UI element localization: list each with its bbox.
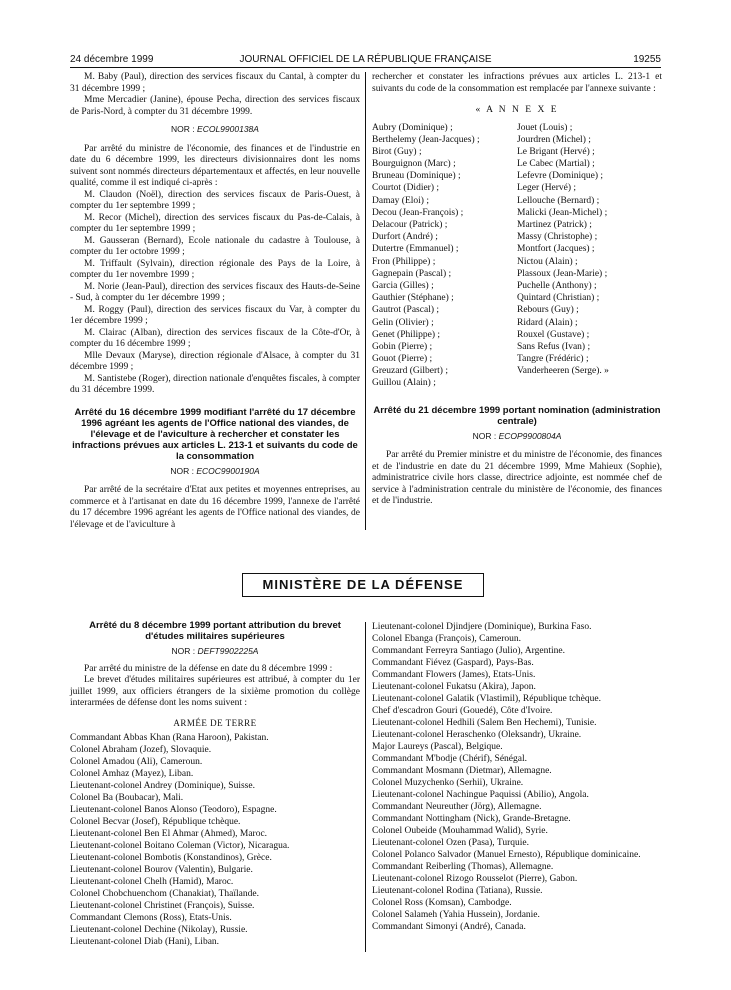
appointment-entry: M. Norie (Jean-Paul), direction des services fiscaux des Hauts-de-Seine - Sud, à compter du 1er décembre 1999 ; (70, 281, 360, 303)
agent-name: Gelin (Olivier) ; (372, 317, 434, 328)
officer-entry: Colonel Chobchuenchom (Chanakiat), Thaïlande. (70, 889, 259, 899)
officer-entry: Commandant Nottingham (Nick), Grande-Bretagne. (372, 814, 571, 824)
agent-name: Garcia (Gilles) ; (372, 280, 434, 291)
agent-name: Quintard (Christian) ; (517, 293, 600, 304)
column-divider-top (365, 72, 366, 530)
agent-name: Gouot (Pierre) ; (372, 354, 433, 365)
officer-entry: Lieutenant-colonel Chelh (Hamid), Maroc. (70, 877, 234, 887)
appointment-entry: M. Claudon (Noël), direction des services fiscaux de Paris-Ouest, à compter du 1er septembre 1999 ; (70, 189, 360, 211)
agent-name: Vanderheeren (Serge). » (517, 366, 609, 377)
agent-name: Plassoux (Jean-Marie) ; (517, 268, 608, 279)
agent-name: Malicki (Jean-Michel) ; (517, 207, 608, 218)
agent-name: Rouxel (Gustave) ; (517, 329, 590, 340)
officer-entry: Commandant Reiberling (Thomas), Allemagne. (372, 861, 554, 872)
agent-name: Gagnepain (Pascal) ; (372, 268, 452, 279)
officer-entry: Lieutenant-colonel Hedhili (Salem Ben Hechemi), Tunisie. (372, 718, 597, 728)
officer-entry: Lieutenant-colonel Andrey (Dominique), Suisse. (70, 781, 255, 791)
agent-name: Dutertre (Emmanuel) ; (372, 244, 459, 255)
agent-name: Greuzard (Gilbert) ; (372, 366, 448, 377)
officer-entry: Commandant Abbas Khan (Rana Haroon), Pakistan. (70, 733, 269, 743)
agent-name: Berthelemy (Jean-Jacques) ; (372, 134, 480, 145)
appointment-entry: M. Roggy (Paul), direction des services fiscaux du Var, à compter du 1er décembre 1999 ; (70, 304, 360, 326)
agent-name: Montfort (Jacques) ; (517, 244, 595, 255)
text-paragraph: Par arrêté du Premier ministre et du ministre de l'économie, des finances et de l'industrie en date du 21 décembre 1999, Mme Mahieux (Sophie), administratrice civile hors classe, directrice adjointe, est nommée chef de service à l'administration centrale du ministère de l'économie, des finances et de l'industrie. (372, 450, 662, 507)
agent-name: Courtot (Didier) ; (372, 183, 440, 194)
nor-label: NOR : (171, 124, 195, 134)
text-paragraph: Par arrêté de la secrétaire d'Etat aux petites et moyennes entreprises, au commerce et à l'artisanat en date du 16 décembre 1999, l'annexe de l'arrêté du 17 décembre 1996 agréant les agents de l'Office national des viandes, de l'élevage et de l'aviculture à (70, 485, 360, 530)
officer-entry: Colonel Ba (Boubacar), Mali. (70, 793, 184, 803)
arrete-title: Arrêté du 21 décembre 1999 portant nomination (administration centrale) (373, 404, 661, 427)
agent-name: Massy (Christophe) ; (517, 232, 598, 243)
officer-entry: Lieutenant-colonel Boitano Coleman (Victor), Nicaragua. (70, 841, 290, 851)
text-paragraph: Par arrêté du ministre de la défense en date du 8 décembre 1999 : (84, 663, 333, 674)
officer-entry: Colonel Salameh (Yahia Hussein), Jordanie. (372, 909, 540, 920)
officer-entry: Chef d'escadron Gouri (Gouedé), Côte d'Ivoire. (372, 706, 553, 716)
agent-name: Leger (Hervé) ; (517, 183, 577, 194)
agent-name: Durfort (André) ; (372, 232, 438, 243)
agent-name: Le Brigant (Hervé) ; (517, 146, 595, 157)
annexe-right-list (517, 123, 662, 391)
defense-left-column (70, 620, 360, 949)
nor-code: DEFT9902225A (197, 646, 259, 656)
text-paragraph: Par arrêté du ministre de l'économie, des finances et de l'industrie en date du 6 décembre 1999, les directeurs divisionnaires dont les noms suivent sont nommés directeurs départementaux et affectés, en leur nouvelle qualité, comme il est indiqué ci-après : (70, 143, 361, 188)
officer-entry: Colonel Muzychenko (Serhii), Ukraine. (372, 778, 524, 788)
agent-name: Birot (Guy) ; (372, 146, 422, 157)
officer-entry: Commandant Neureuther (Jörg), Allemagne. (372, 802, 542, 812)
officer-entry: Commandant Clemons (Ross), Etats-Unis. (70, 913, 232, 923)
agent-name: Bruneau (Dominique) ; (372, 171, 461, 182)
army-heading: ARMÉE DE TERRE (173, 717, 257, 728)
officer-entry: Commandant Fiévez (Gaspard), Pays-Bas. (372, 658, 534, 668)
header-rule (70, 67, 661, 68)
appointment-entry: M. Gausseran (Bernard), Ecole nationale du cadastre à Toulouse, à compter du 1er octobre 1999 ; (70, 235, 360, 257)
agent-name: Genet (Philippe) ; (372, 329, 441, 340)
officer-entry: Colonel Amhaz (Mayez), Liban. (70, 769, 194, 779)
agent-name: Jourdren (Michel) ; (517, 134, 591, 145)
officer-list-right (372, 622, 662, 934)
agent-name: Guillou (Alain) ; (372, 378, 436, 389)
appointment-entry: Mlle Devaux (Maryse), direction régionale d'Alsace, à compter du 31 décembre 1999 ; (70, 350, 360, 372)
text-paragraph: Mme Mercadier (Janine), épouse Pecha, direction des services fiscaux de Paris-Nord, à compter du 31 décembre 1999. (70, 95, 360, 117)
agent-name: Gautrot (Pascal) ; (372, 305, 440, 316)
officer-entry: Lieutenant-colonel Bourov (Valentin), Bulgarie. (70, 865, 253, 875)
officer-entry: Commandant Ferreyra Santiago (Julio), Argentine. (372, 646, 565, 656)
agent-name: Lefevre (Dominique) ; (517, 171, 603, 182)
nor-reference (372, 431, 662, 443)
agent-name: Gobin (Pierre) ; (372, 341, 433, 352)
agent-name: Bourguignon (Marc) ; (372, 159, 456, 170)
nor-reference (70, 466, 360, 478)
appointment-entry: M. Santistebe (Roger), direction nationale d'enquêtes fiscales, à compter du 31 décembre 1999. (70, 373, 360, 395)
annexe-heading: « A N N E X E (475, 105, 559, 115)
agent-name: Damay (Eloi) ; (372, 195, 429, 206)
officer-entry: Lieutenant-colonel Bombotis (Konstandinos), Grèce. (70, 853, 272, 863)
agent-name: Jouet (Louis) ; (517, 122, 573, 133)
officer-entry: Colonel Oubeide (Mouhammad Walid), Syrie. (372, 826, 548, 836)
text-paragraph: rechercher et constater les infractions prévues aux articles L. 213-1 et suivants du code de la consommation est remplacée par l'annexe suivante : (372, 72, 662, 94)
officer-entry: Colonel Polanco Salvador (Manuel Ernesto), République dominicaine. (372, 850, 641, 860)
officer-entry: Lieutenant-colonel Galatik (Vlastimil), République tchèque. (372, 694, 601, 704)
agent-name: Puchelle (Anthony) ; (517, 280, 597, 291)
officer-entry: Colonel Amadou (Ali), Cameroun. (70, 757, 203, 767)
nor-code: ECOC9900190A (196, 465, 260, 476)
officer-entry: Lieutenant-colonel Özen (Pasa), Turquie. (372, 838, 529, 848)
nor-label: NOR : (170, 465, 194, 476)
officer-entry: Colonel Ross (Komsan), Cambodge. (372, 897, 512, 908)
agent-name: Nictou (Alain) ; (517, 256, 578, 267)
officer-entry: Major Laureys (Pascal), Belgique. (372, 742, 503, 752)
agent-name: Rebours (Guy) ; (517, 305, 579, 316)
header-date: 24 décembre 1999 (70, 54, 154, 65)
officer-entry: Lieutenant-colonel Ben El Ahmar (Ahmed), Maroc. (70, 829, 268, 839)
nor-code: ECOL9900138A (197, 124, 259, 134)
appointment-list (70, 190, 360, 397)
header-page-number: 19255 (633, 54, 661, 65)
defense-right-column (372, 622, 662, 934)
annexe-names (372, 123, 662, 391)
nor-label: NOR : (472, 430, 497, 441)
agent-name: Lellouche (Bernard) ; (517, 195, 600, 206)
agent-name: Fron (Philippe) ; (372, 256, 436, 267)
arrete-title: Arrêté du 8 décembre 1999 portant attribution du brevet d'études militaires supérieures (89, 620, 341, 642)
officer-entry: Lieutenant-colonel Nachingue Paquissi (Abilio), Angola. (372, 790, 589, 800)
agent-name: Aubry (Dominique) ; (372, 122, 453, 133)
ministry-section-heading: MINISTÈRE DE LA DÉFENSE (242, 573, 484, 597)
officer-entry: Lieutenant-colonel Banos Alonso (Teodoro), Espagne. (70, 805, 277, 815)
nor-reference (70, 124, 360, 136)
officer-entry: Lieutenant-colonel Rodina (Tatiana), Russie. (372, 885, 543, 896)
appointment-entry: M. Clairac (Alban), direction des services fiscaux de la Côte-d'Or, à compter du 16 décembre 1999 ; (70, 327, 360, 349)
column-divider-bottom (365, 622, 366, 952)
page-header (70, 54, 661, 68)
officer-entry: Commandant Flowers (James), Etats-Unis. (372, 670, 536, 680)
officer-entry: Commandant Mosmann (Dietmar), Allemagne. (372, 766, 552, 776)
agent-name: Tangre (Frédéric) ; (517, 354, 589, 365)
text-paragraph: Le brevet d'études militaires supérieures est attribué, à compter du 1er juillet 1999, aux officiers étrangers de la sixième promotion du collège interarmées de défense dont les noms suivent : (70, 675, 360, 708)
right-column (372, 72, 662, 508)
appointment-entry: M. Triffault (Sylvain), direction régionale des Pays de la Loire, à compter du 1er novembre 1999 ; (70, 258, 360, 280)
appointment-entry: M. Recor (Michel), direction des services fiscaux du Pas-de-Calais, à compter du 1er septembre 1999 ; (70, 212, 360, 234)
arrete-title: Arrêté du 16 décembre 1999 modifiant l'arrêté du 17 décembre 1996 agréant les agents de l'Office national des viandes, de l'élevage et de l'aviculture à rechercher et constater les infractions prévues aux articles L. 213-1 et suivants du code de la consommation (72, 406, 358, 462)
agent-name: Sans Refus (Ivan) ; (517, 341, 591, 352)
officer-entry: Colonel Abraham (Jozef), Slovaquie. (70, 745, 212, 755)
nor-reference (70, 646, 360, 658)
officer-entry: Lieutenant-colonel Diab (Hani), Liban. (70, 937, 220, 947)
officer-entry: Commandant Simonyi (André), Canada. (372, 921, 526, 932)
officer-list-left (70, 733, 360, 949)
agent-name: Le Cabec (Martial) ; (517, 159, 595, 170)
officer-entry: Lieutenant-colonel Heraschenko (Oleksandr), Ukraine. (372, 730, 582, 740)
officer-entry: Colonel Ebanga (François), Cameroun. (372, 634, 522, 644)
agent-name: Delacour (Patrick) ; (372, 220, 448, 230)
officer-entry: Colonel Becvar (Josef), République tchèque. (70, 817, 241, 827)
officer-entry: Lieutenant-colonel Dechine (Nikolay), Russie. (70, 925, 248, 935)
officer-entry: Lieutenant-colonel Djindjere (Dominique), Burkina Faso. (372, 622, 592, 632)
agent-name: Gauthier (Stéphane) ; (372, 293, 454, 304)
officer-entry: Lieutenant-colonel Christinet (François), Suisse. (70, 901, 255, 911)
nor-label: NOR : (171, 646, 196, 656)
annexe-left-list (372, 123, 517, 391)
officer-entry: Lieutenant-colonel Fukatsu (Akira), Japon. (372, 682, 536, 692)
left-column (70, 72, 360, 531)
officer-entry: Lieutenant-colonel Rizogo Rousselot (Pierre), Gabon. (372, 873, 578, 884)
agent-name: Martinez (Patrick) ; (517, 220, 592, 230)
agent-name: Decou (Jean-François) ; (372, 207, 464, 218)
officer-entry: Commandant M'bodje (Chérif), Sénégal. (372, 754, 527, 764)
nor-code: ECOP9900804A (498, 430, 562, 441)
text-paragraph: M. Baby (Paul), direction des services fiscaux du Cantal, à compter du 31 décembre 1999 ; (70, 72, 360, 94)
agent-name: Ridard (Alain) ; (517, 317, 578, 328)
header-journal-title: JOURNAL OFFICIEL DE LA RÉPUBLIQUE FRANÇAISE (239, 54, 492, 65)
